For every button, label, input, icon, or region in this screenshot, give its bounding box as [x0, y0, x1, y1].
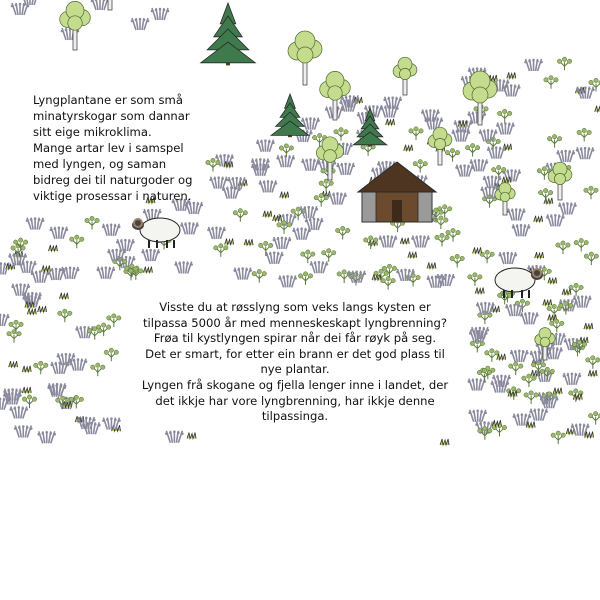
cabin-icon — [358, 162, 436, 222]
shrub-icon — [586, 356, 600, 369]
heather-icon — [576, 86, 595, 98]
grass-icon — [573, 394, 582, 400]
shrub-icon — [22, 395, 36, 408]
intro-line: sitt eige mikroklima. — [33, 125, 152, 139]
shrub-icon — [485, 349, 499, 362]
heather-icon — [512, 224, 531, 236]
grass-icon — [584, 323, 593, 329]
grass-icon — [534, 216, 543, 222]
shrub-icon — [556, 241, 570, 254]
heather-icon — [396, 269, 415, 281]
shrub-icon — [544, 76, 558, 89]
grass-icon — [526, 422, 535, 428]
fact-line: tilpassinga. — [261, 409, 329, 424]
shrub-icon — [480, 250, 494, 263]
shrub-icon — [91, 363, 105, 376]
grass-icon — [143, 267, 152, 273]
shrub-icon — [34, 361, 48, 374]
heather-icon — [50, 226, 69, 238]
fact-line: tilpassa 5000 år med menneskeskapt lyngbrenning? — [142, 315, 448, 330]
grass-icon — [404, 145, 413, 151]
shrub-icon — [314, 193, 328, 206]
grass-icon — [280, 192, 289, 198]
heather-icon — [499, 252, 518, 264]
heather-icon — [487, 146, 506, 158]
heather-icon — [507, 208, 526, 220]
heather-icon — [174, 261, 193, 273]
heather-icon — [102, 417, 121, 429]
shrub-icon — [104, 348, 118, 361]
heather-icon — [468, 410, 487, 422]
heather-icon — [524, 59, 543, 71]
grass-icon — [187, 433, 196, 439]
heather-icon — [165, 430, 184, 442]
shrub-icon — [88, 327, 102, 340]
heather-icon — [151, 8, 170, 20]
heather-icon — [455, 164, 474, 176]
shrub-icon — [497, 109, 511, 122]
heather-icon — [379, 235, 398, 247]
heather-icon — [265, 252, 284, 264]
shrub-icon — [277, 221, 291, 234]
intro-line: Lyngplantane er som små — [33, 93, 183, 107]
heather-icon — [91, 0, 110, 10]
heather-icon — [256, 139, 275, 151]
shrub-icon — [509, 362, 523, 375]
heather-icon — [476, 302, 495, 314]
grass-icon — [543, 299, 552, 305]
heather-icon — [529, 408, 548, 420]
shrub-icon — [13, 238, 27, 251]
shrub-icon — [298, 272, 312, 285]
grass-icon — [38, 306, 47, 312]
heather-icon — [411, 235, 430, 247]
birch-tree-icon — [288, 31, 322, 85]
shrub-icon — [335, 226, 349, 239]
shrub-icon — [445, 148, 459, 161]
shrub-icon — [381, 276, 395, 289]
shrub-icon — [547, 134, 561, 147]
shrub-icon — [409, 127, 423, 140]
grass-icon — [492, 420, 501, 426]
grass-icon — [244, 239, 253, 245]
heather-icon — [556, 150, 575, 162]
grass-icon — [548, 277, 557, 283]
fact-line: Frøa til kystlyngen spirar når dei får røyk på seg. — [153, 331, 437, 346]
shrub-icon — [7, 330, 21, 343]
grass-icon — [400, 238, 409, 244]
birch-tree-icon — [60, 1, 91, 50]
fact-line: Visste du at røsslyng som veks langs kysten er — [159, 300, 431, 314]
heather-icon — [292, 227, 311, 239]
grass-icon — [386, 119, 395, 125]
shrub-icon — [538, 188, 552, 201]
shrub-icon — [524, 391, 538, 404]
grass-icon — [224, 161, 233, 167]
heather-icon — [573, 295, 592, 307]
grass-icon — [535, 252, 544, 258]
shrub-icon — [522, 374, 536, 387]
intro-line: minatyrskogar som dannar — [33, 109, 190, 123]
heather-icon — [0, 314, 9, 326]
shrub-icon — [363, 236, 377, 249]
grass-icon — [59, 293, 68, 299]
heather-icon — [470, 159, 489, 171]
heather-icon — [273, 237, 292, 249]
fact-line: det ikkje har vore lyngbrenning, har ikkje denne — [155, 393, 435, 408]
grass-icon — [585, 432, 594, 438]
heather-icon — [141, 249, 160, 261]
heather-icon — [233, 267, 252, 279]
shrub-icon — [9, 320, 23, 333]
heather-icon — [299, 206, 318, 218]
shrub-icon — [584, 252, 598, 265]
grass-icon — [9, 361, 18, 367]
heather-icon — [520, 312, 539, 324]
shrub-icon — [477, 368, 491, 381]
shrub-icon — [322, 249, 336, 262]
shrub-icon — [559, 301, 573, 314]
grass-icon — [475, 288, 484, 294]
sheep-icon — [132, 218, 180, 248]
heather-icon — [116, 239, 135, 251]
heather-icon — [276, 155, 295, 167]
heather-icon — [97, 266, 116, 278]
grass-icon — [22, 366, 31, 372]
intro-paragraph — [33, 92, 223, 204]
shrub-icon — [588, 411, 600, 424]
shrub-icon — [301, 250, 315, 263]
grass-icon — [22, 387, 31, 393]
heather-icon — [336, 163, 355, 175]
spruce-tree-icon — [201, 3, 256, 65]
heather-icon — [207, 227, 226, 239]
shrub-icon — [478, 427, 492, 440]
fact-paragraph — [120, 300, 470, 425]
heather-icon — [37, 431, 56, 443]
grass-icon — [507, 72, 516, 78]
fact-line: nye plantar. — [260, 362, 330, 377]
heather-icon — [310, 261, 329, 273]
grass-icon — [225, 239, 234, 245]
shrub-icon — [70, 235, 84, 248]
shrub-icon — [85, 216, 99, 229]
shrub-icon — [574, 238, 588, 251]
heather-icon — [14, 425, 33, 437]
shrub-icon — [334, 128, 348, 141]
fact-line: Lyngen frå skogane og fjella lenger inne i landet, der — [141, 377, 449, 392]
heather-icon — [222, 186, 241, 198]
shrub-icon — [468, 273, 482, 286]
heather-icon — [469, 330, 488, 342]
grass-icon — [427, 262, 436, 268]
heather-icon — [563, 373, 582, 385]
shrub-icon — [572, 340, 586, 353]
grass-icon — [595, 106, 600, 112]
heather-icon — [278, 275, 297, 287]
shrub-icon — [465, 143, 479, 156]
grass-icon — [408, 252, 417, 258]
heather-icon — [546, 214, 565, 226]
grass-icon — [41, 266, 50, 272]
spruce-tree-icon — [271, 94, 309, 137]
intro-line: med lyngen, og saman — [33, 157, 167, 171]
shrub-icon — [550, 319, 564, 332]
heather-icon — [48, 383, 67, 395]
heather-icon — [328, 192, 347, 204]
fact-line: Det er smart, for etter ein brann er det god plass til — [145, 346, 445, 361]
intro-line: viktige prosessar i naturen. — [33, 189, 192, 203]
shrub-icon — [252, 269, 266, 282]
shrub-icon — [413, 159, 427, 172]
heather-icon — [510, 350, 529, 362]
shrub-icon — [577, 128, 591, 141]
heather-icon — [380, 105, 399, 117]
grass-icon — [553, 388, 562, 394]
shrub-icon — [450, 254, 464, 267]
intro-line: bidreg dei til naturgoder og — [33, 173, 193, 187]
shrub-icon — [233, 209, 247, 222]
heather-icon — [558, 202, 577, 214]
grass-icon — [27, 308, 36, 314]
shrub-icon — [551, 431, 565, 444]
shrub-icon — [319, 179, 333, 192]
intro-line: Mange artar lev i samspel — [33, 141, 184, 155]
grass-icon — [562, 289, 571, 295]
heather-icon — [576, 147, 595, 159]
grass-icon — [473, 247, 482, 253]
shrub-icon — [435, 233, 449, 246]
shrub-icon — [584, 186, 598, 199]
shrub-icon — [557, 57, 571, 70]
heather-icon — [301, 117, 320, 129]
grass-icon — [508, 390, 517, 396]
shrub-icon — [279, 144, 293, 157]
heather-icon — [102, 224, 121, 236]
grass-icon — [497, 354, 506, 360]
heather-icon — [468, 378, 487, 390]
heather-icon — [305, 218, 324, 230]
heather-icon — [131, 18, 150, 30]
birch-tree-icon — [428, 127, 452, 165]
grass-icon — [588, 370, 597, 376]
grass-icon — [440, 439, 449, 445]
heather-icon — [26, 217, 45, 229]
grass-icon — [48, 245, 57, 251]
birch-tree-icon — [393, 57, 417, 95]
shrub-icon — [58, 309, 72, 322]
heather-icon — [10, 406, 29, 418]
heather-icon — [31, 270, 50, 282]
heather-icon — [259, 180, 278, 192]
grass-icon — [273, 215, 282, 221]
shrub-icon — [214, 244, 228, 257]
heather-icon — [496, 122, 515, 134]
grass-icon — [263, 211, 272, 217]
heather-icon — [301, 158, 320, 170]
heather-icon — [180, 222, 199, 234]
